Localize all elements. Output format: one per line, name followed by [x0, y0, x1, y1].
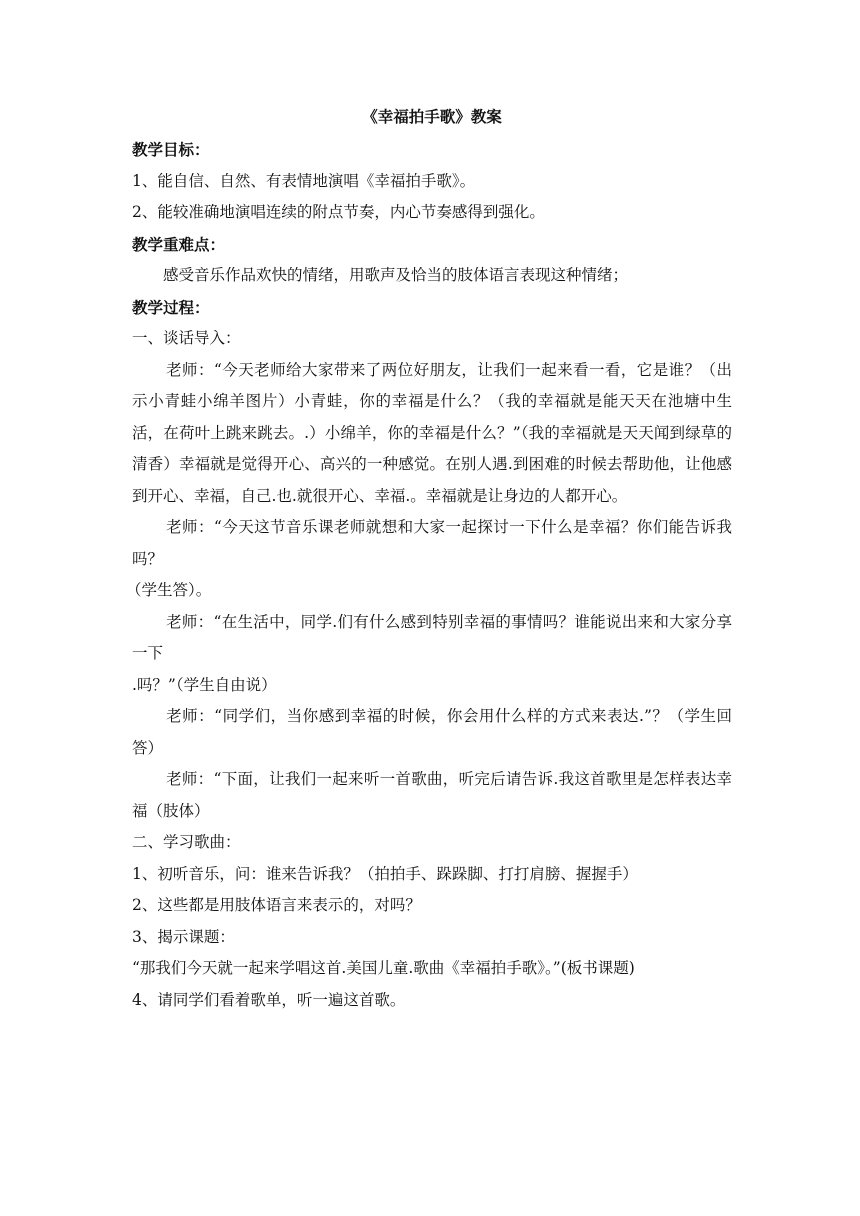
objective-1: 1、能自信、自然、有表情地演唱《幸福拍手歌》。 — [132, 171, 476, 190]
objective-2: 2、能较准确地演唱连续的附点节奏，内心节奏感得到强化。 — [132, 203, 545, 221]
page-title: 《幸福拍手歌》教案 — [362, 107, 502, 126]
paragraph-student-answer: （学生答）。 — [126, 581, 212, 599]
step-1: 1、初听音乐，问：谁来告诉我？（拍拍手、跺跺脚、打打肩膀、握握手） — [132, 864, 638, 883]
step-3: 3、揭示课题： — [132, 927, 235, 946]
paragraph-intro: 老师：“今天老师给大家带来了两位好朋友，让我们一起来看一看，它是谁？（出示小青蛙小绵羊图片）小青蛙，你的幸福是什么？（我的幸福就是能天天在池塘中生活，在荷叶上跳来跳去。.）小绵羊，你的幸福是什么？”（我的幸福就是天天闻到绿草的清香）幸福就是觉得开心、高兴的一种感觉。在别人遇.到困难的时候去帮助他，让他感到开心、幸福，自己.也.就很开心、幸福.。幸福就是让身边的人都开心。 — [132, 360, 732, 505]
document-body — [126, 100, 732, 1016]
step-3-quote: “那我们今天就一起来学唱这首.美国儿童.歌曲《幸福拍手歌》。”(板书课题) — [132, 959, 635, 977]
part1-heading: 一、谈话导入： — [132, 329, 241, 347]
paragraph-teacher-3-continued: .吗？”（学生自由说） — [132, 675, 277, 694]
step-2: 2、这些都是用肢体语言来表示的，对吗？ — [132, 896, 421, 914]
paragraph-teacher-4: 老师：“同学们，当你感到幸福的时候，你会用什么样的方式来表达.”？（学生回答） — [132, 707, 732, 757]
paragraph-teacher-3: 老师：“在生活中，同学.们有什么感到特别幸福的事情吗？谁能说出来和大家分享一下 — [132, 612, 732, 662]
paragraph-teacher-5: 老师：“下面，让我们一起来听一首歌曲，听完后请告诉.我这首歌里是怎样表达幸福（肢体） — [132, 770, 732, 820]
paragraph-teacher-2: 老师：“今天这节音乐课老师就想和大家一起探讨一下什么是幸福？你们能告诉我吗？ — [132, 518, 732, 568]
step-4: 4、请同学们看着歌单，听一遍这首歌。 — [132, 990, 406, 1009]
difficulty-heading: 教学重难点： — [132, 234, 226, 254]
part2-heading: 二、学习歌曲： — [132, 833, 241, 851]
objectives-heading: 教学目标： — [132, 140, 210, 159]
difficulty-text: 感受音乐作品欢快的情绪，用歌声及恰当的肢体语言表现这种情绪； — [163, 266, 629, 284]
process-heading: 教学过程： — [132, 297, 210, 317]
